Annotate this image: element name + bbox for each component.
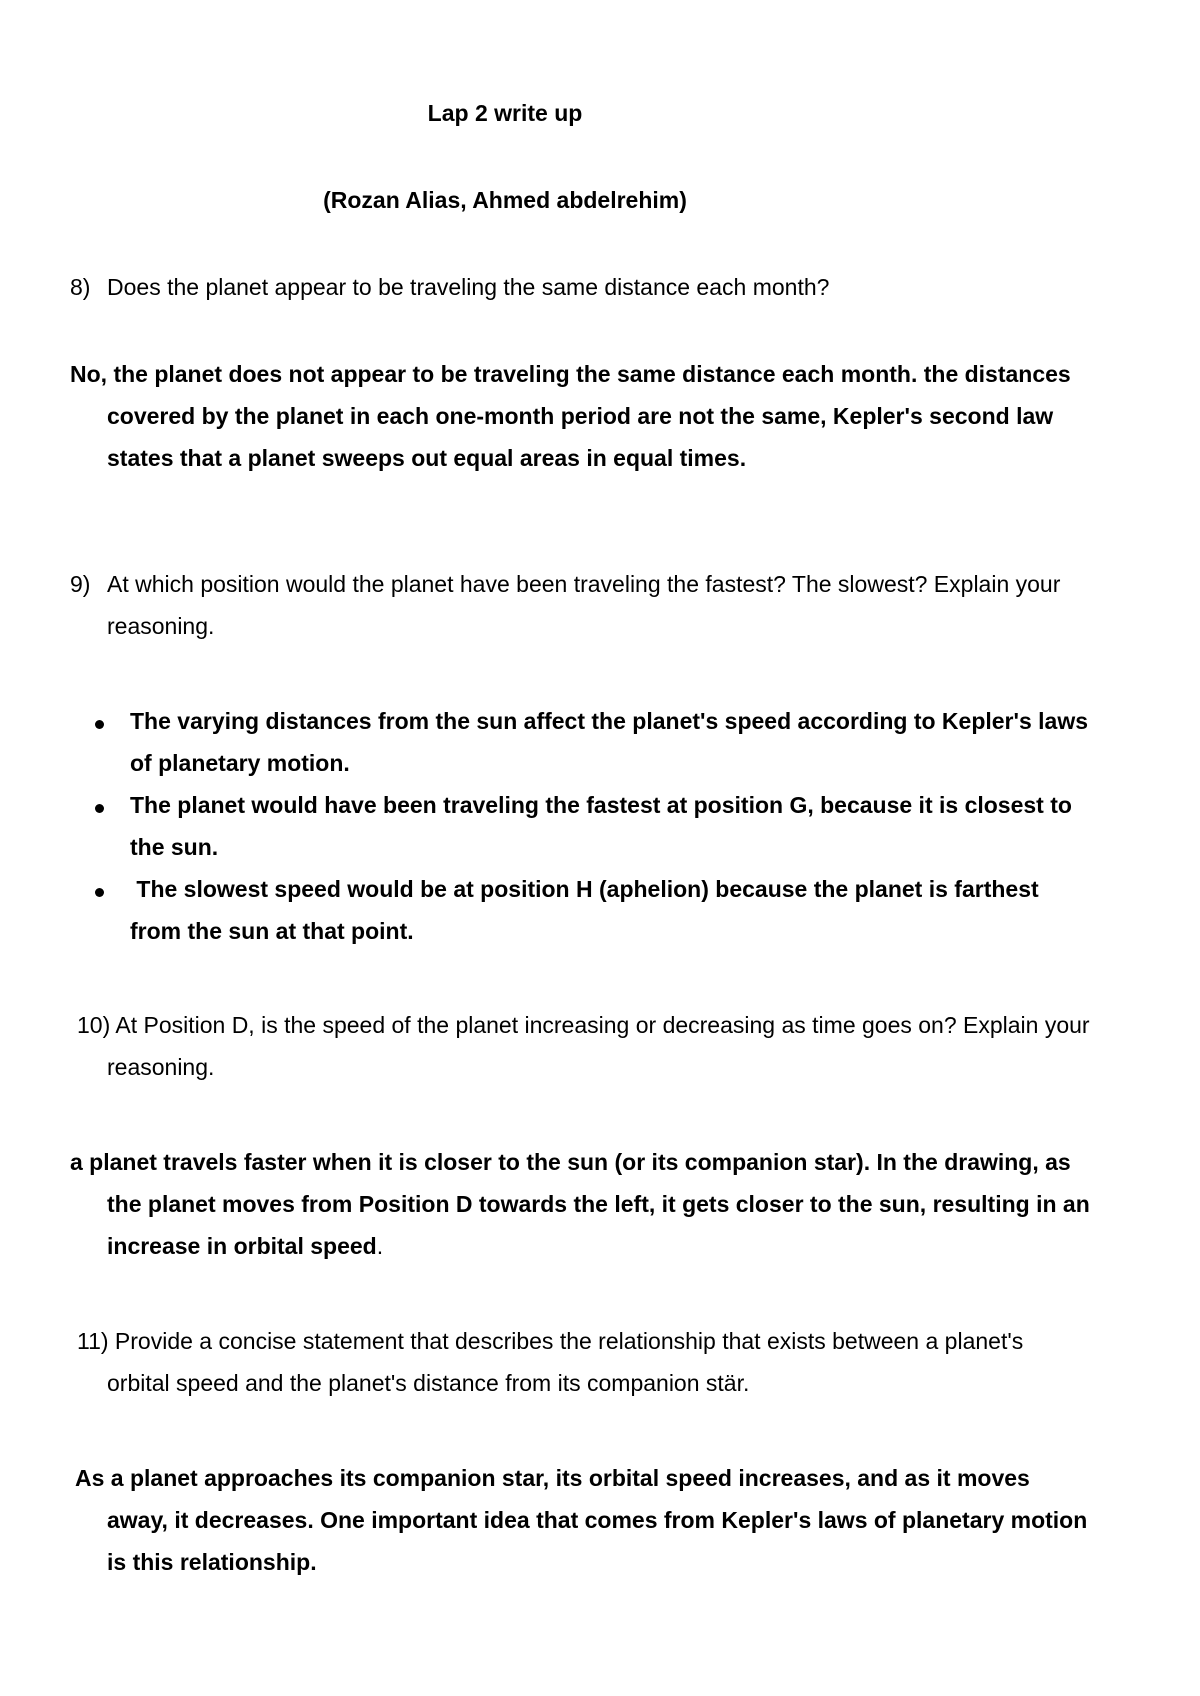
q10-answer-line-1: a planet travels faster when it is closer to the sun (or its companion star). In the drawing, as bbox=[70, 1149, 1071, 1175]
q10-answer-line-3 bbox=[107, 1231, 383, 1261]
bullet-dot bbox=[95, 720, 104, 729]
bullet-dot bbox=[95, 888, 104, 897]
q9-question-line-2: reasoning. bbox=[107, 613, 215, 639]
q10-question-line-1: 10) At Position D, is the speed of the planet increasing or decreasing as time goes on? Explain your bbox=[77, 1012, 1090, 1038]
authors-line: (Rozan Alias, Ahmed abdelrehim) bbox=[323, 187, 687, 213]
q10-answer-line-2: the planet moves from Position D towards the left, it gets closer to the sun, resulting in an bbox=[107, 1191, 1090, 1217]
q10-answer-line-3-text: increase in orbital speed bbox=[107, 1233, 377, 1259]
page-title: Lap 2 write up bbox=[427, 100, 583, 126]
q9-bullet-1-line-2: of planetary motion. bbox=[130, 750, 350, 776]
q8-answer-line-2: covered by the planet in each one-month period are not the same, Kepler's second law bbox=[107, 403, 1054, 429]
bullet-dot bbox=[95, 804, 104, 813]
q11-answer-line-2: away, it decreases. One important idea that comes from Kepler's laws of planetary motion bbox=[107, 1507, 1088, 1533]
q8-answer-line-1: No, the planet does not appear to be traveling the same distance each month. the distances bbox=[70, 361, 1071, 387]
q11-answer-line-3: is this relationship. bbox=[107, 1549, 317, 1575]
q9-question-line-1: At which position would the planet have been traveling the fastest? The slowest? Explain your bbox=[107, 571, 1061, 597]
q11-question-line-2: orbital speed and the planet's distance from its companion stär. bbox=[107, 1370, 750, 1396]
q9-bullet-1-line-1: The varying distances from the sun affect the planet's speed according to Kepler's laws bbox=[130, 708, 1089, 734]
q10-answer-period: . bbox=[376, 1233, 384, 1259]
q8-question: Does the planet appear to be traveling the same distance each month? bbox=[107, 274, 830, 300]
q10-question-line-2: reasoning. bbox=[107, 1054, 215, 1080]
q8-number: 8) bbox=[70, 274, 91, 300]
q9-bullet-2-line-2: the sun. bbox=[130, 834, 219, 860]
q9-bullet-2-line-1: The planet would have been traveling the fastest at position G, because it is closest to bbox=[130, 792, 1072, 818]
q9-bullet-3-line-1: The slowest speed would be at position H (aphelion) because the planet is farthest bbox=[130, 876, 1039, 902]
q8-answer-line-3: states that a planet sweeps out equal areas in equal times. bbox=[107, 445, 747, 471]
q9-bullet-3-line-2: from the sun at that point. bbox=[130, 918, 414, 944]
q11-question-line-1: 11) Provide a concise statement that describes the relationship that exists between a planet's bbox=[77, 1328, 1024, 1354]
q9-number: 9) bbox=[70, 571, 91, 597]
q11-answer-line-1: As a planet approaches its companion star, its orbital speed increases, and as it moves bbox=[75, 1465, 1030, 1491]
